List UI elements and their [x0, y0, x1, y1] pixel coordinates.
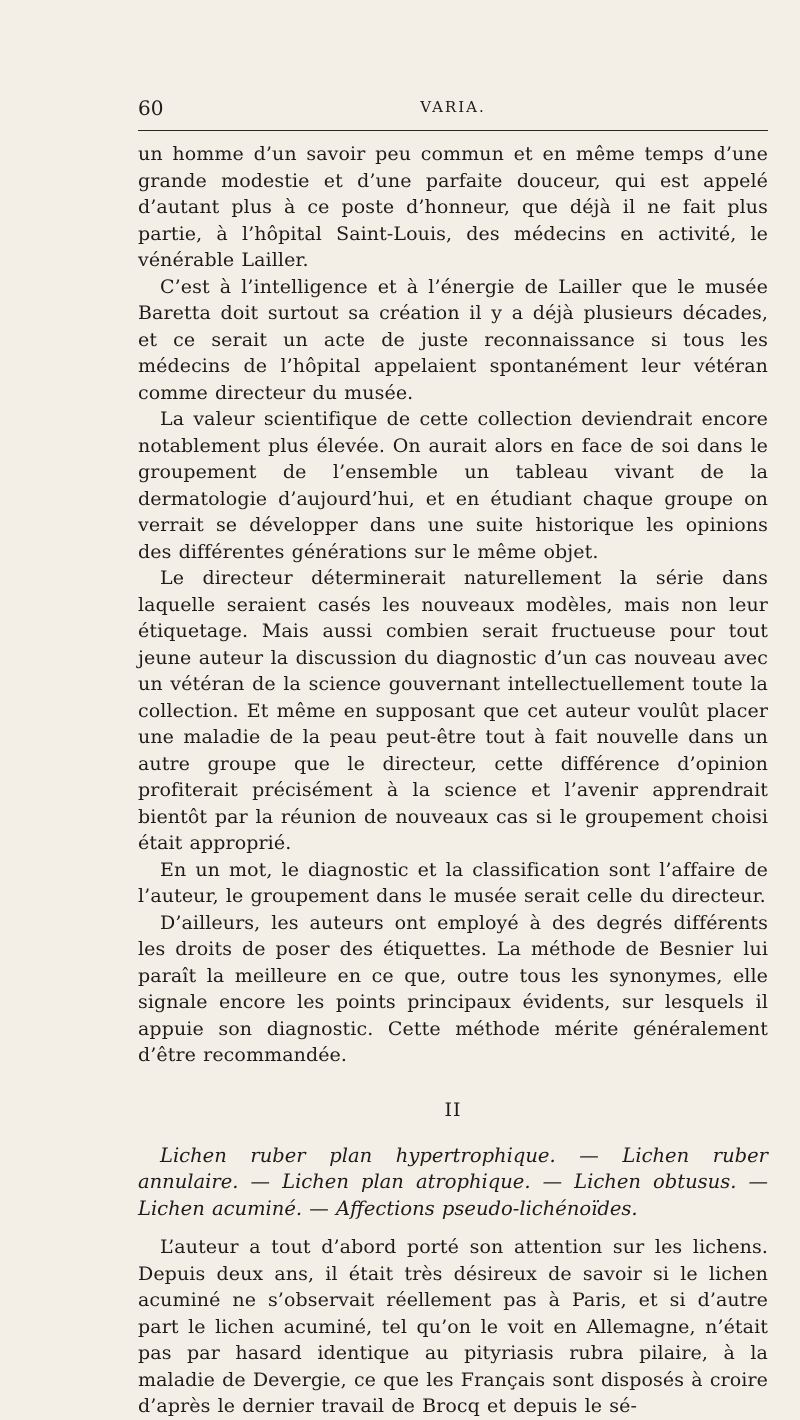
- paragraph-directeur: Le directeur déterminerait naturellement la série dans laquelle seraient casés les nouveaux modèles, mais non leur étiquetage. Mais aussi combien serait fructueuse pour tout jeune auteur la discussion du diagnostic d’un cas nouveau avec un vétéran de la science gouvernant intellectuellement toute la collection. Et même en supposant que cet auteur voulût placer une maladie de la peau peut-être tout à fait nouvelle dans un autre groupe que le directeur, cette différence d’opinion profiterait précisément à la science et l’avenir apprendrait bientôt par la réunion de nouveaux cas si le groupement choisi était approprié.: [138, 567, 768, 854]
- header-rule: [138, 130, 768, 131]
- running-head: VARIA.: [420, 98, 486, 116]
- paragraph-en-un-mot: En un mot, le diagnostic et la classification sont l’affaire de l’auteur, le groupement dans le musée serait celle du directeur.: [138, 858, 768, 907]
- paragraph-continuation: un homme d’un savoir peu commun et en même temps d’une grande modestie et d’une parfaite douceur, qui est appelé d’autant plus à ce poste d’honneur, que déjà il ne fait plus partie, à l’hôpital Saint-Louis, des médecins en activité, le vénérable Lailler.: [138, 143, 768, 271]
- paragraph-dailleurs: D’ailleurs, les auteurs ont employé à des degrés différents les droits de poser des étiquettes. La méthode de Besnier lui paraît la meilleure en ce que, outre tous les synonymes, elle signale encore les points principaux évidents, sur lesquels il appuie son diagnostic. Cette méthode mérite généralement d’être recommandée.: [138, 911, 768, 1066]
- spacer: [138, 1222, 768, 1234]
- page-number: 60: [138, 96, 164, 120]
- section-number: II: [444, 1098, 462, 1121]
- book-page: [138, 96, 768, 1420]
- section-title: Lichen ruber plan hypertrophique. — Lichen ruber annulaire. — Lichen plan atrophique. — Lichen obtusus. — Lichen acuminé. — Affections pseudo-lichénoïdes.: [138, 1143, 768, 1220]
- paragraph-lailler: C’est à l’intelligence et à l’énergie de Lailler que le musée Baretta doit surtout sa création il y a déjà plusieurs décades, et ce serait un acte de juste reconnaissance si tous les médecins de l’hôpital appelaient spontanément leur vétéran comme directeur du musée.: [138, 275, 768, 404]
- paragraph-valeur: La valeur scientifique de cette collection deviendrait encore notablement plus élevée. On aurait alors en face de soi dans le groupement de l’ensemble un tableau vivant de la dermatologie d’aujourd’hui, et en étudiant chaque groupe on verrait se développer dans une suite historique les opinions des différentes générations sur le même objet.: [138, 408, 768, 563]
- page-header: [138, 96, 768, 128]
- paragraph-lichens: L’auteur a tout d’abord porté son attention sur les lichens. Depuis deux ans, il était très désireux de savoir si le lichen acuminé ne s’observait réellement pas à Paris, et si d’autre part le lichen acuminé, tel qu’on le voit en Allemagne, n’était pas par hasard identique au pityriasis rubra pilaire, à la maladie de Devergie, ce que les Français sont disposés à croire d’après le dernier travail de Brocq et depuis le sé-: [138, 1236, 768, 1417]
